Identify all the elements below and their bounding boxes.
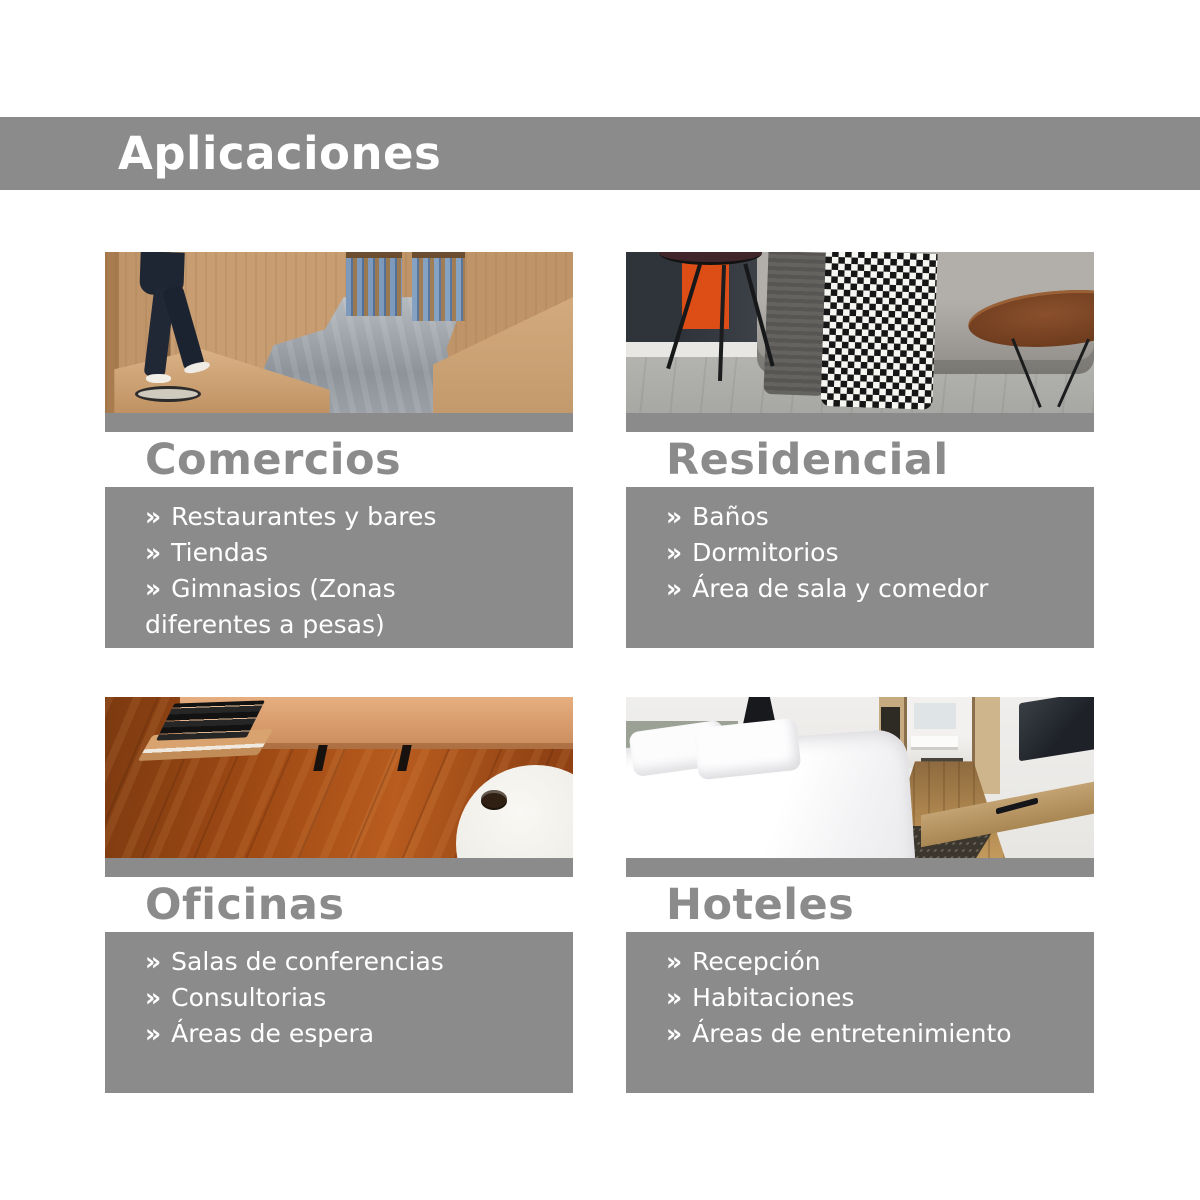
list-item [145, 944, 517, 980]
chevron-bullet-icon: » [666, 983, 683, 1012]
list-item [666, 980, 1038, 1016]
list-item [666, 1016, 1038, 1052]
gray-strip [105, 413, 573, 432]
card-oficinas [105, 697, 573, 1093]
card-residencial [626, 252, 1094, 648]
list-item [145, 571, 517, 643]
chevron-bullet-icon: » [666, 574, 683, 603]
card-title-band [105, 877, 573, 932]
display-ring [135, 386, 201, 402]
list-item-text: Áreas de espera [171, 1019, 375, 1048]
clothes-rack-left [346, 252, 402, 316]
gray-strip [105, 858, 573, 877]
list-item-text: Gimnasios (Zonas diferentes a pesas) [145, 574, 396, 639]
white-round-table [456, 765, 573, 858]
chevron-bullet-icon: » [145, 502, 162, 531]
card-hoteles [626, 697, 1094, 1093]
chevron-bullet-icon: » [666, 1019, 683, 1048]
list-item-text: Restaurantes y bares [171, 502, 437, 531]
houndstooth-blanket [820, 252, 938, 410]
list-item [666, 571, 1038, 607]
hotel-room-photo [626, 697, 1094, 858]
list-item-text: Habitaciones [692, 983, 855, 1012]
chevron-bullet-icon: » [145, 983, 162, 1012]
bathroom-mirror [914, 703, 956, 729]
list-item-text: Dormitorios [692, 538, 839, 567]
list-item [666, 944, 1038, 980]
list-item [145, 980, 517, 1016]
sofa-leg [313, 745, 327, 771]
header-banner [0, 117, 1200, 190]
chevron-bullet-icon: » [145, 947, 162, 976]
card-title: Residencial [666, 434, 949, 485]
list-item-text: Baños [692, 502, 769, 531]
card-title: Oficinas [145, 879, 345, 930]
list-item [145, 535, 517, 571]
list-item [666, 535, 1038, 571]
list-item [666, 499, 1038, 535]
store-interior-photo [105, 252, 573, 413]
living-room-photo [626, 252, 1094, 413]
sofa-leg [397, 745, 411, 771]
card-title: Comercios [145, 434, 402, 485]
card-list [626, 932, 1094, 1093]
bathroom-sink [911, 736, 958, 747]
page-title: Aplicaciones [118, 127, 442, 180]
card-list [105, 487, 573, 648]
card-list [105, 932, 573, 1093]
wall-tv [1019, 697, 1094, 761]
chevron-bullet-icon: » [145, 574, 162, 603]
chevron-bullet-icon: » [666, 538, 683, 567]
list-item-text: Consultorias [171, 983, 327, 1012]
gray-strip [626, 858, 1094, 877]
list-item-text: Área de sala y comedor [692, 574, 989, 603]
card-title-band [105, 432, 573, 487]
card-title-band [626, 877, 1094, 932]
wood-floor-office-photo [105, 697, 573, 858]
clothes-rack-right [412, 252, 466, 321]
pillow [694, 718, 802, 780]
gray-strip [626, 413, 1094, 432]
card-list [626, 487, 1094, 648]
chevron-bullet-icon: » [666, 502, 683, 531]
mannequin-shoe [146, 374, 170, 383]
list-item-text: Recepción [692, 947, 821, 976]
white-baseboard [626, 342, 766, 356]
card-title-band [626, 432, 1094, 487]
chevron-bullet-icon: » [666, 947, 683, 976]
list-item [145, 499, 517, 535]
list-item-text: Salas de conferencias [171, 947, 444, 976]
list-item-text: Áreas de entretenimiento [692, 1019, 1012, 1048]
card-title: Hoteles [666, 879, 855, 930]
list-item-text: Tiendas [171, 538, 269, 567]
card-comercios [105, 252, 573, 648]
list-item [145, 1016, 517, 1052]
chevron-bullet-icon: » [145, 1019, 162, 1048]
chevron-bullet-icon: » [145, 538, 162, 567]
knit-throw [764, 252, 830, 396]
